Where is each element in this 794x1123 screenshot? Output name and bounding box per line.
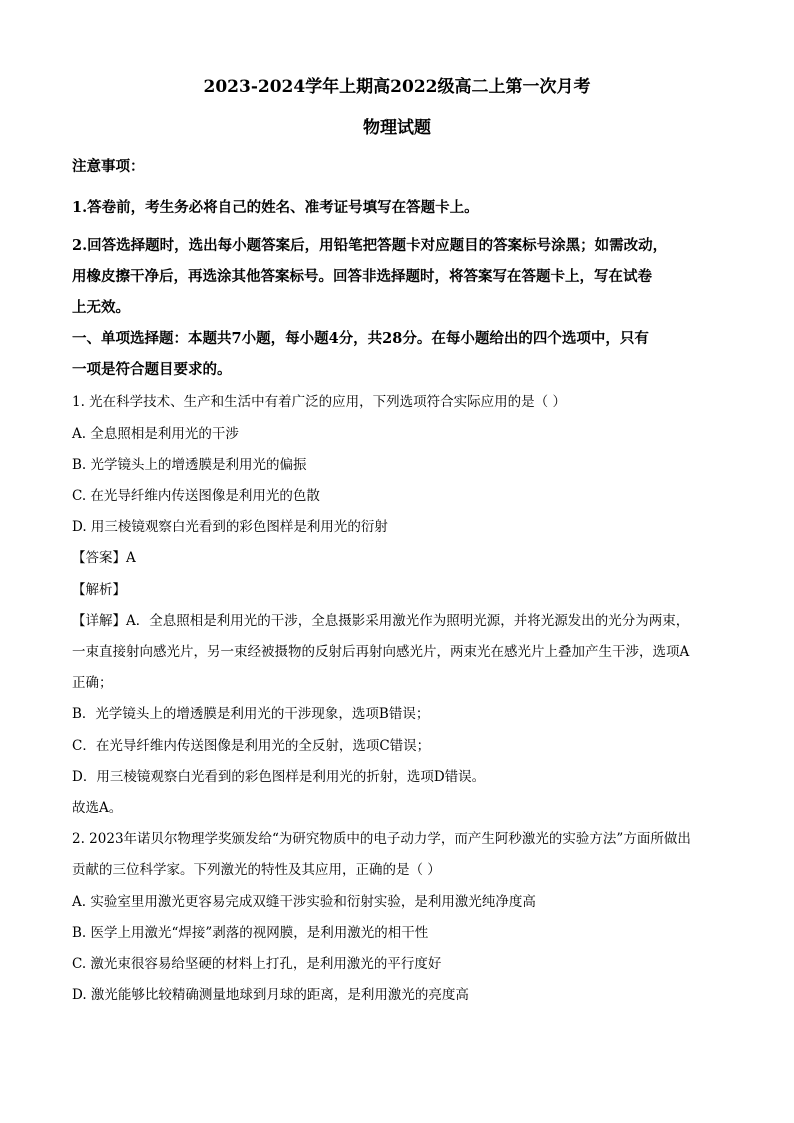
- notes-item-1: 1.答卷前，考生务必将自己的姓名、准考证号填写在答题卡上。: [72, 199, 479, 216]
- q1-option-a: A. 全息照相是利用光的干涉: [72, 426, 239, 442]
- q1-detail-line-2: 一束直接射向感光片，另一束经被摄物的反射后再射向感光片，两束光在感光片上叠加产生干涉，选项A: [72, 644, 690, 660]
- q1-stem: 1. 光在科学技术、生产和生活中有着广泛的应用，下列选项符合实际应用的是（ ）: [72, 394, 566, 410]
- q1-option-d: D. 用三棱镜观察白光看到的彩色图样是利用光的衍射: [72, 519, 388, 535]
- q2-option-d: D. 激光能够比较精确测量地球到月球的距离，是利用激光的亮度高: [72, 987, 469, 1003]
- q2-stem-line-2: 贡献的三位科学家。下列激光的特性及其应用，正确的是（ ）: [72, 862, 441, 878]
- q1-detail-line-1: 【详解】A．全息照相是利用光的干涉，全息摄影采用激光作为照明光源，并将光源发出的光分为两束，: [72, 613, 690, 629]
- q1-option-c: C. 在光导纤维内传送图像是利用光的色散: [72, 488, 320, 504]
- q2-option-c: C. 激光束很容易给坚硬的材料上打孔，是利用激光的平行度好: [72, 956, 442, 972]
- q2-option-b: B. 医学上用激光“焊接”剥落的视网膜，是利用激光的相干性: [72, 925, 429, 941]
- subject-title: 物理试题: [363, 118, 431, 138]
- q1-conclusion: 故选A。: [72, 800, 123, 816]
- notes-item-2-line-1: 2.回答选择题时，选出每小题答案后，用铅笔把答题卡对应题目的答案标号涂黑；如需改动，: [72, 237, 668, 254]
- q1-analysis-label: 【解析】: [72, 582, 126, 598]
- q1-answer: 【答案】A: [72, 550, 136, 566]
- q1-detail-d: D．用三棱镜观察白光看到的彩色图样是利用光的折射，选项D错误。: [72, 769, 486, 785]
- notes-heading: 注意事项：: [72, 158, 145, 175]
- section-heading-line-2: 一项是符合题目要求的。: [72, 361, 232, 378]
- q1-detail-line-3: 正确；: [72, 675, 113, 691]
- section-heading-line-1: 一、单项选择题：本题共7小题，每小题4分，共28分。在每小题给出的四个选项中，只有: [72, 330, 649, 347]
- q1-option-b: B. 光学镜头上的增透膜是利用光的偏振: [72, 457, 307, 473]
- q1-detail-c: C．在光导纤维内传送图像是利用光的全反射，选项C错误；: [72, 738, 431, 754]
- notes-item-2-line-2: 用橡皮擦干净后，再选涂其他答案标号。回答非选择题时，将答案写在答题卡上，写在试卷: [72, 268, 652, 285]
- q1-detail-b: B．光学镜头上的增透膜是利用光的干涉现象，选项B错误；: [72, 706, 430, 722]
- q2-option-a: A. 实验室里用激光更容易完成双缝干涉实验和衍射实验，是利用激光纯净度高: [72, 894, 536, 910]
- q2-stem-line-1: 2. 2023年诺贝尔物理学奖颁发给“为研究物质中的电子动力学，而产生阿秒激光的实验方法”方面所做出: [72, 831, 691, 847]
- notes-item-2-line-3: 上无效。: [72, 299, 130, 316]
- exam-title: 2023-2024学年上期高2022级高二上第一次月考: [203, 77, 591, 97]
